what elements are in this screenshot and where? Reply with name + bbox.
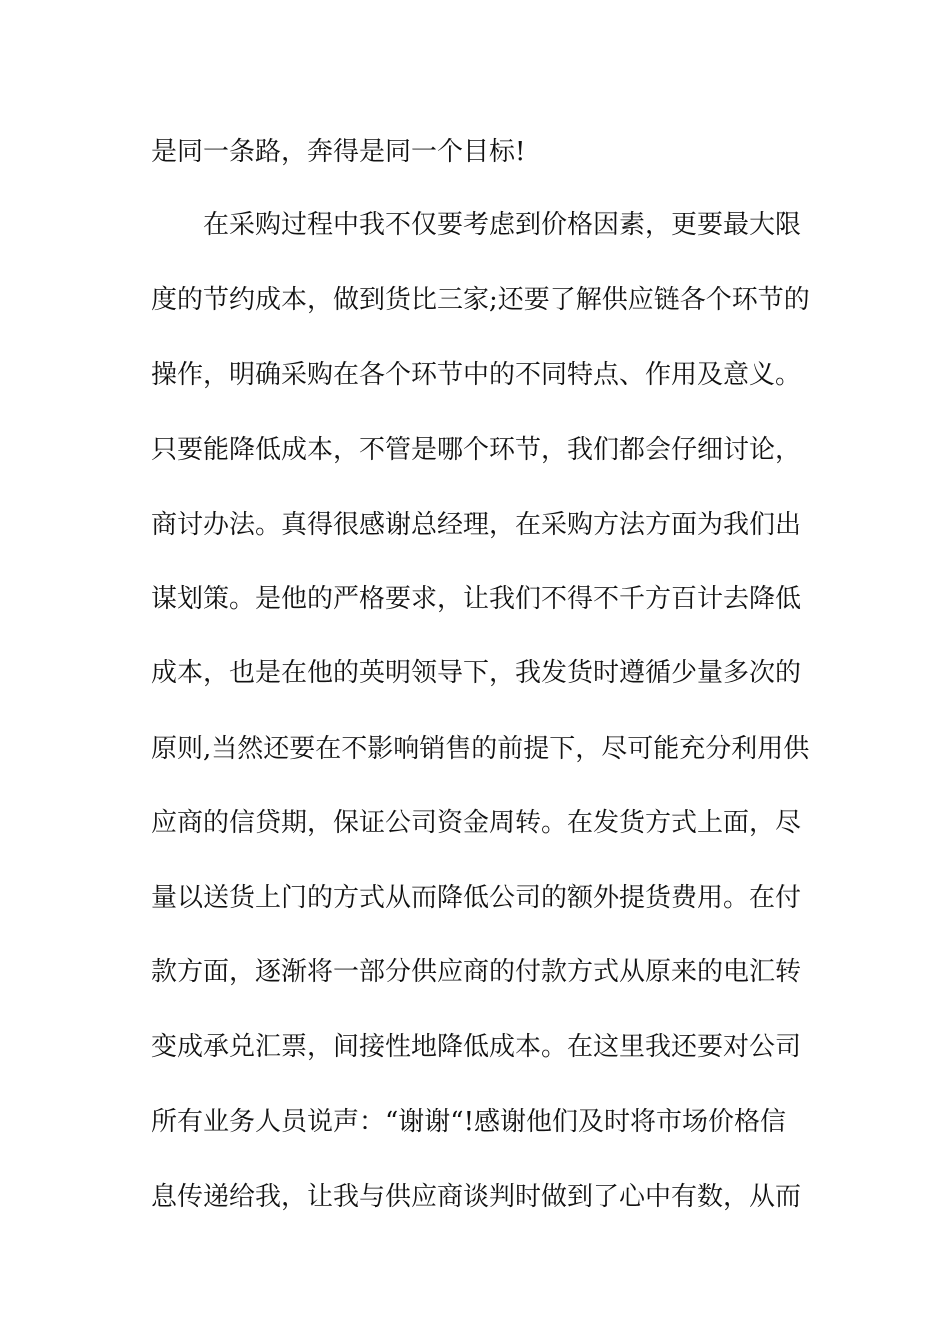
text-line-8: 成本，也是在他的英明领导下，我发货时遵循少量多次的: [151, 658, 802, 688]
text-line-2: 在采购过程中我不仅要考虑到价格因素，更要最大限: [203, 210, 802, 240]
text-line-9: 原则,当然还要在不影响销售的前提下，尽可能充分利用供: [151, 734, 810, 764]
text-line-5: 只要能降低成本，不管是哪个环节，我们都会仔细讨论，: [151, 435, 802, 465]
text-line-15: 息传递给我，让我与供应商谈判时做到了心中有数，从而: [151, 1182, 802, 1212]
text-line-11: 量以送货上门的方式从而降低公司的额外提货费用。在付: [151, 883, 802, 913]
text-line-3: 度的节约成本，做到货比三家;还要了解供应链各个环节的: [151, 285, 810, 315]
text-line-10: 应商的信贷期，保证公司资金周转。在发货方式上面，尽: [151, 808, 802, 838]
text-line-7: 谋划策。是他的严格要求，让我们不得不千方百计去降低: [151, 584, 802, 614]
text-line-6: 商讨办法。真得很感谢总经理，在采购方法方面为我们出: [151, 510, 802, 540]
text-line-13: 变成承兑汇票，间接性地降低成本。在这里我还要对公司: [151, 1032, 802, 1062]
text-line-1: 是同一条路，奔得是同一个目标!: [151, 137, 526, 167]
text-line-12: 款方面，逐渐将一部分供应商的付款方式从原来的电汇转: [151, 957, 802, 987]
text-line-14: 所有业务人员说声：“谢谢“!感谢他们及时将市场价格信: [151, 1107, 787, 1137]
text-line-4: 操作，明确采购在各个环节中的不同特点、作用及意义。: [151, 360, 802, 390]
